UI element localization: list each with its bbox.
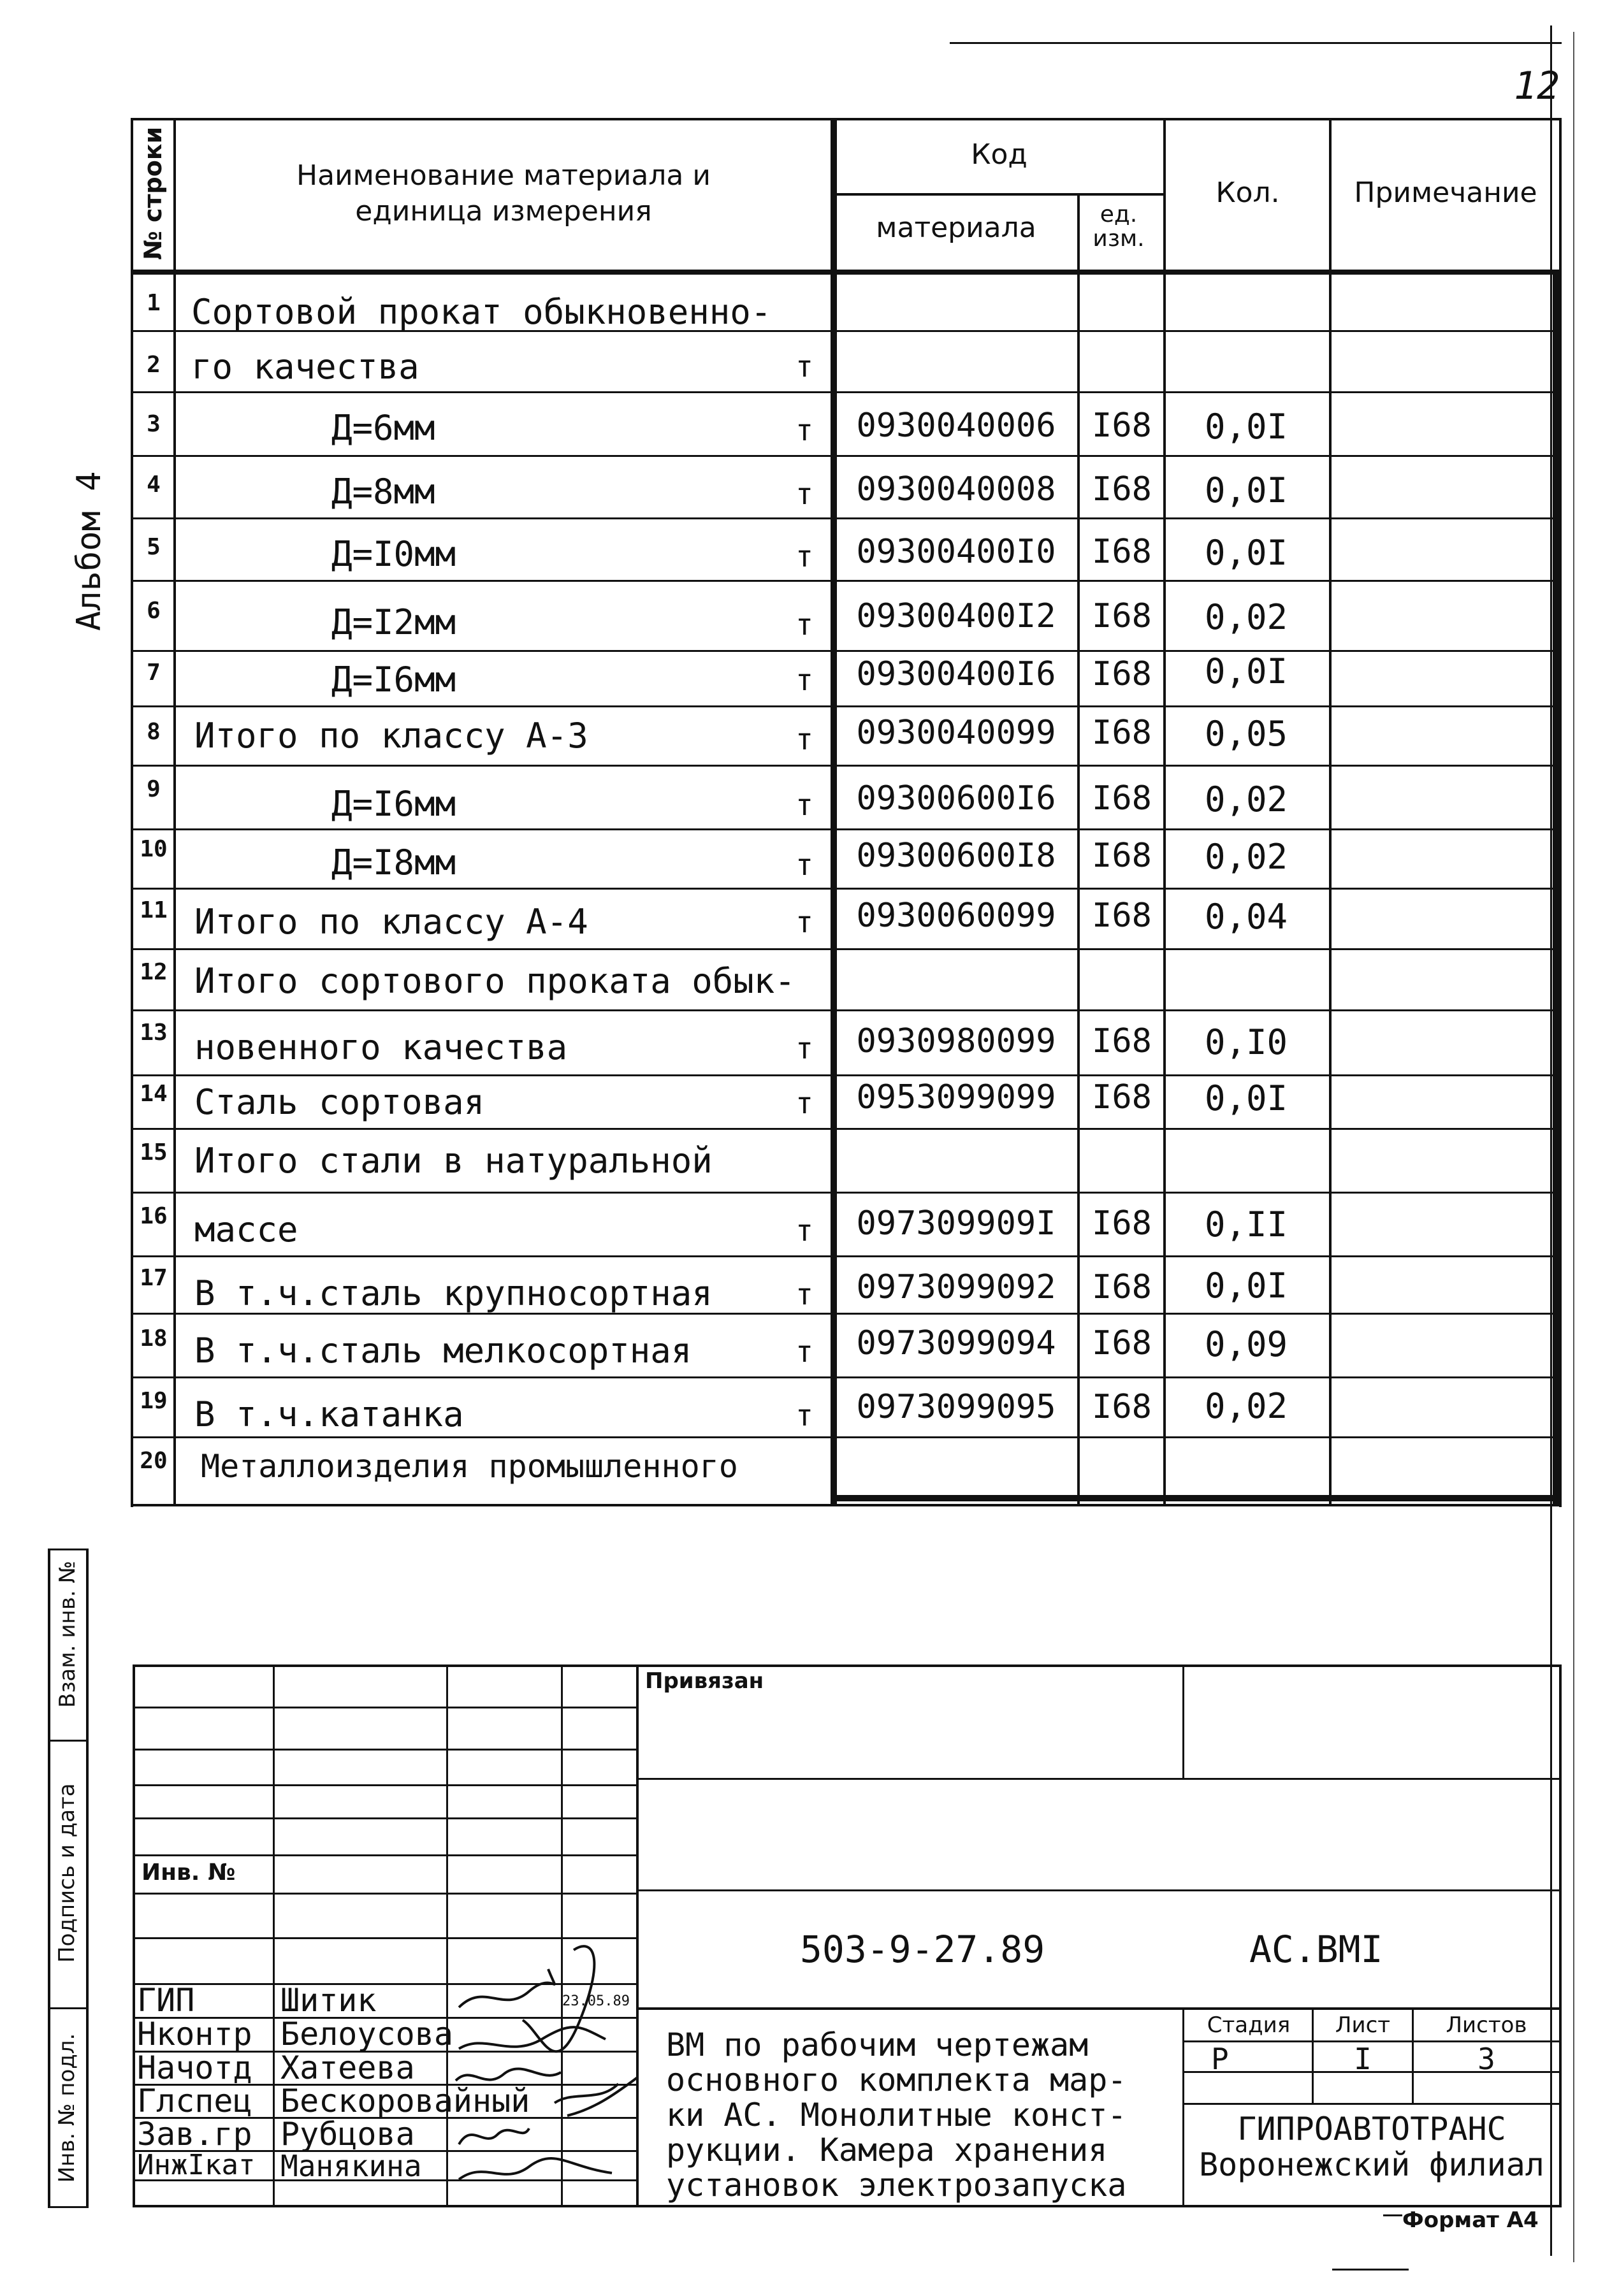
staff-role: Глспец: [137, 2083, 252, 2119]
row-code: 0930040099: [856, 714, 1056, 752]
row-number: 14: [140, 1081, 168, 1107]
staff-role: Зав.гр: [137, 2116, 252, 2153]
row-code: 09300600I6: [856, 779, 1056, 818]
row-ed: I68: [1092, 1022, 1152, 1060]
header-material: материала: [876, 212, 1036, 244]
row-qty: 0,09: [1204, 1324, 1288, 1364]
header-row-no: № строки: [139, 126, 167, 260]
row-unit: т: [795, 1086, 813, 1120]
label-inv-podl: Инв. № подл.: [54, 2033, 80, 2183]
row-qty: 0,0I: [1204, 533, 1288, 573]
row-ed: I68: [1092, 1204, 1152, 1243]
row-qty: 0,0I: [1204, 470, 1288, 510]
row-qty: 0,04: [1204, 897, 1288, 937]
row-name: Итого сортового проката обык-: [194, 961, 795, 1001]
row-ed: I68: [1092, 779, 1152, 818]
staff-name: Манякина: [280, 2149, 422, 2183]
row-number: 10: [140, 836, 168, 862]
row-unit: т: [795, 607, 813, 642]
format-label: Формат А4: [1402, 2207, 1539, 2233]
row-name: Д=8мм: [331, 472, 435, 512]
row-qty: 0,0I: [1204, 651, 1288, 691]
row-qty: 0,0I: [1204, 1078, 1288, 1118]
row-name: Д=6мм: [331, 408, 435, 448]
row-number: 15: [140, 1139, 168, 1166]
row-ed: I68: [1092, 1388, 1152, 1426]
row-number: 18: [140, 1325, 168, 1352]
staff-name: Белоусова: [280, 2016, 453, 2053]
row-ed: I68: [1092, 533, 1152, 571]
row-code: 0973099092: [856, 1268, 1056, 1306]
staff-name: Хатеева: [280, 2049, 415, 2086]
staff-name: Рубцова: [280, 2116, 415, 2153]
title-line: ВМ по рабочим чертежам: [666, 2026, 1089, 2063]
row-number: 3: [147, 411, 161, 437]
row-unit: т: [795, 848, 813, 882]
row-ed: I68: [1092, 837, 1152, 875]
row-ed: I68: [1092, 655, 1152, 693]
staff-role: ИнжIкат: [137, 2149, 256, 2181]
row-ed: I68: [1092, 470, 1152, 509]
stage-label: Стадия: [1207, 2012, 1291, 2038]
row-ed: I68: [1092, 407, 1152, 445]
sheet-value: I: [1354, 2042, 1372, 2076]
row-number: 20: [140, 1448, 168, 1474]
album-label: Альбом 4: [70, 471, 108, 631]
sheet-label: Лист: [1335, 2012, 1391, 2038]
row-unit: т: [795, 1213, 813, 1248]
row-qty: 0,0I: [1204, 407, 1288, 447]
row-number: 5: [147, 534, 161, 560]
row-name: В т.ч.сталь мелкосортная: [194, 1331, 692, 1371]
row-name: го качества: [191, 347, 419, 387]
row-unit: т: [795, 1031, 813, 1065]
row-ed: I68: [1092, 597, 1152, 635]
row-unit: т: [795, 722, 813, 756]
row-name: В т.ч.катанка: [194, 1394, 464, 1434]
doc-code: АС.ВМI: [1249, 1928, 1383, 1971]
row-code: 0930060099: [856, 897, 1056, 935]
row-unit: т: [795, 663, 813, 697]
row-number: 17: [140, 1265, 168, 1291]
row-name: Итого по классу А-4: [194, 902, 588, 942]
row-name: новенного качества: [194, 1027, 568, 1067]
row-number: 2: [147, 352, 161, 378]
row-ed: I68: [1092, 1324, 1152, 1362]
header-name: Наименование материала и единица измерения: [296, 159, 711, 227]
row-number: 19: [140, 1388, 168, 1414]
row-unit: т: [795, 1398, 813, 1433]
row-code: 0973099095: [856, 1388, 1056, 1426]
row-number: 1: [147, 290, 161, 316]
header-note: Примечание: [1354, 177, 1537, 209]
staff-name: Бескоровайный: [280, 2083, 530, 2119]
label-vzam-inv: Взам. инв. №: [55, 1561, 80, 1708]
row-qty: 0,02: [1204, 779, 1288, 819]
row-unit: т: [795, 905, 813, 939]
staff-role: ГИП: [137, 1982, 195, 2019]
row-name: В т.ч.сталь крупносортная: [194, 1273, 713, 1313]
row-ed: I68: [1092, 1268, 1152, 1306]
row-name: Д=I6мм: [331, 784, 456, 824]
row-name: Металлоизделия промышленного: [201, 1448, 738, 1485]
label-podpis: Подпись и дата: [54, 1783, 80, 1963]
doc-number: 503-9-27.89: [800, 1928, 1045, 1971]
row-unit: т: [795, 788, 813, 822]
header-unit-code: ед. изм.: [1093, 201, 1145, 252]
stage-value: Р: [1211, 2042, 1229, 2076]
row-name: Итого стали в натуральной: [194, 1141, 713, 1181]
row-number: 12: [140, 959, 168, 985]
row-qty: 0,02: [1204, 1386, 1288, 1426]
row-unit: т: [795, 1334, 813, 1369]
row-unit: т: [795, 413, 813, 447]
row-code: 0953099099: [856, 1078, 1056, 1116]
row-ed: I68: [1092, 897, 1152, 935]
title-line: основного комплекта мар-: [666, 2061, 1127, 2098]
row-number: 13: [140, 1020, 168, 1046]
row-code: 09300400I0: [856, 533, 1056, 571]
row-code: 0973099094: [856, 1324, 1056, 1362]
row-code: 097309909I: [856, 1204, 1056, 1243]
sheets-value: 3: [1477, 2042, 1495, 2076]
row-unit: т: [795, 1277, 813, 1311]
staff-role: Начотд: [137, 2049, 252, 2086]
row-name: Итого по классу А-3: [194, 716, 588, 756]
row-number: 11: [140, 897, 168, 923]
sheets-label: Листов: [1446, 2012, 1527, 2038]
org-branch: Воронежский филиал: [1199, 2146, 1544, 2183]
header-qty: Кол.: [1216, 177, 1280, 209]
row-number: 7: [147, 660, 161, 686]
header-code: Код: [971, 138, 1027, 171]
row-name: Д=I6мм: [331, 660, 456, 700]
staff-name: Шитик: [280, 1982, 377, 2019]
privyazan-label: Привязан: [645, 1668, 764, 1694]
row-qty: 0,I0: [1204, 1022, 1288, 1062]
row-name: Д=I2мм: [331, 602, 456, 642]
row-code: 09300600I8: [856, 837, 1056, 875]
row-name: Д=I0мм: [331, 534, 456, 574]
title-line: рукции. Камера хранения: [666, 2132, 1108, 2169]
row-unit: т: [795, 349, 813, 384]
row-number: 16: [140, 1203, 168, 1229]
row-code: 0930980099: [856, 1022, 1056, 1060]
title-line: ки АС. Монолитные конст-: [666, 2097, 1127, 2134]
row-unit: т: [795, 477, 813, 511]
row-qty: 0,02: [1204, 837, 1288, 877]
sign-date: 23.05.89: [562, 1993, 630, 2009]
title-line: установок электрозапуска: [666, 2167, 1127, 2204]
row-qty: 0,02: [1204, 597, 1288, 637]
row-name: массе: [194, 1209, 298, 1250]
inv-no-label: Инв. №: [142, 1859, 236, 1886]
row-code: 09300400I6: [856, 655, 1056, 693]
row-code: 0930040006: [856, 407, 1056, 445]
page-number: 12: [1514, 64, 1560, 108]
row-name: Сортовой прокат обыкновенно-: [191, 292, 772, 332]
row-ed: I68: [1092, 1078, 1152, 1116]
row-number: 4: [147, 472, 161, 498]
row-qty: 0,0I: [1204, 1266, 1288, 1306]
org-name: ГИПРОАВТОТРАНС: [1237, 2111, 1506, 2148]
row-code: 0930040008: [856, 470, 1056, 509]
row-number: 9: [147, 776, 161, 802]
row-number: 8: [147, 719, 161, 745]
row-ed: I68: [1092, 714, 1152, 752]
row-name: Сталь сортовая: [194, 1082, 485, 1122]
signatures: [446, 1931, 644, 2205]
row-qty: 0,II: [1204, 1204, 1288, 1245]
row-number: 6: [147, 598, 161, 624]
row-unit: т: [795, 539, 813, 574]
row-name: Д=I8мм: [331, 842, 456, 883]
row-qty: 0,05: [1204, 714, 1288, 754]
staff-role: Нконтр: [137, 2016, 252, 2053]
row-code: 09300400I2: [856, 597, 1056, 635]
